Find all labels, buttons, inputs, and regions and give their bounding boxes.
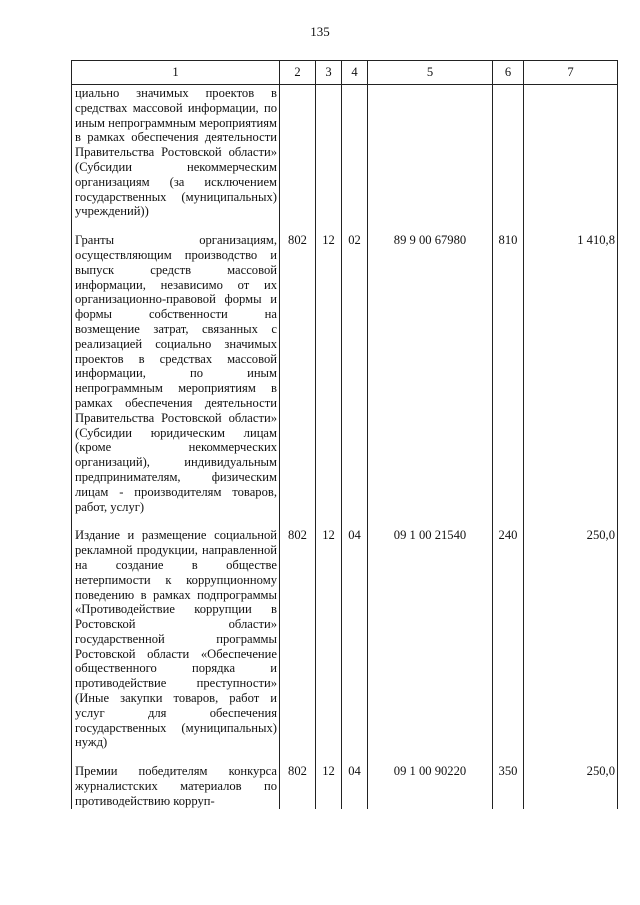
table-row	[72, 764, 618, 808]
target-code	[368, 85, 493, 220]
subsection-code: 04	[342, 764, 368, 808]
target-code: 89 9 00 67980	[368, 233, 493, 514]
amount	[524, 85, 618, 220]
row-description: циально значимых проектов в средствах массовой информации, по иным непрограммным мероприятиям в рамках обеспечения деятельности Правительства Ростовской области» (Субсидии некоммерческим организациям (за исключением государственных (муниципальных) учреждений))	[72, 85, 280, 220]
amount: 250,0	[524, 764, 618, 808]
row-description: Издание и размещение социальной рекламной продукции, направленной на создание в обществе нетерпимости к коррупционному поведению в рамках подпрограммы «Противодействие коррупции в Ростовской области» государственной программы Ростовской области «Обеспечение общественного порядка и противодействие преступности» (Иные закупки товаров, работ и услуг для обеспечения государственных (муниципальных) нужд)	[72, 528, 280, 750]
amount: 1 410,8	[524, 233, 618, 514]
column-header: 3	[316, 61, 342, 85]
page-number: 135	[310, 24, 330, 39]
amount: 250,0	[524, 528, 618, 750]
row-description: Премии победителям конкурса журналистских материалов по противодействию корруп-	[72, 764, 280, 808]
expense-type-code: 810	[493, 233, 524, 514]
target-code: 09 1 00 21540	[368, 528, 493, 750]
expense-type-code: 240	[493, 528, 524, 750]
expense-type-code: 350	[493, 764, 524, 808]
section-code	[316, 85, 342, 220]
column-header: 4	[342, 61, 368, 85]
table-row	[72, 233, 618, 514]
section-code: 12	[316, 764, 342, 808]
ministry-code: 802	[280, 233, 316, 514]
column-header: 5	[368, 61, 493, 85]
ministry-code	[280, 85, 316, 220]
table-row	[72, 85, 618, 220]
budget-table	[71, 60, 618, 809]
table-row	[72, 528, 618, 750]
subsection-code: 02	[342, 233, 368, 514]
column-header: 1	[72, 61, 280, 85]
ministry-code: 802	[280, 528, 316, 750]
section-code: 12	[316, 528, 342, 750]
ministry-code: 802	[280, 764, 316, 808]
subsection-code	[342, 85, 368, 220]
column-header: 7	[524, 61, 618, 85]
table-header-row	[72, 61, 618, 85]
row-description: Гранты организациям, осуществляющим производство и выпуск средств массовой информации, независимо от их организационно-правовой формы и формы собственности на возмещение затрат, связанных с реализацией социально значимых проектов в средствах массовой информации, по иным непрограммным мероприятиям в рамках обеспечения деятельности Правительства Ростовской области» (Субсидии юридическим лицам (кроме некоммерческих организаций), индивидуальным предпринимателям, физическим лицам - производителям товаров, работ, услуг)	[72, 233, 280, 514]
target-code: 09 1 00 90220	[368, 764, 493, 808]
column-header: 2	[280, 61, 316, 85]
column-header: 6	[493, 61, 524, 85]
expense-type-code	[493, 85, 524, 220]
subsection-code: 04	[342, 528, 368, 750]
section-code: 12	[316, 233, 342, 514]
